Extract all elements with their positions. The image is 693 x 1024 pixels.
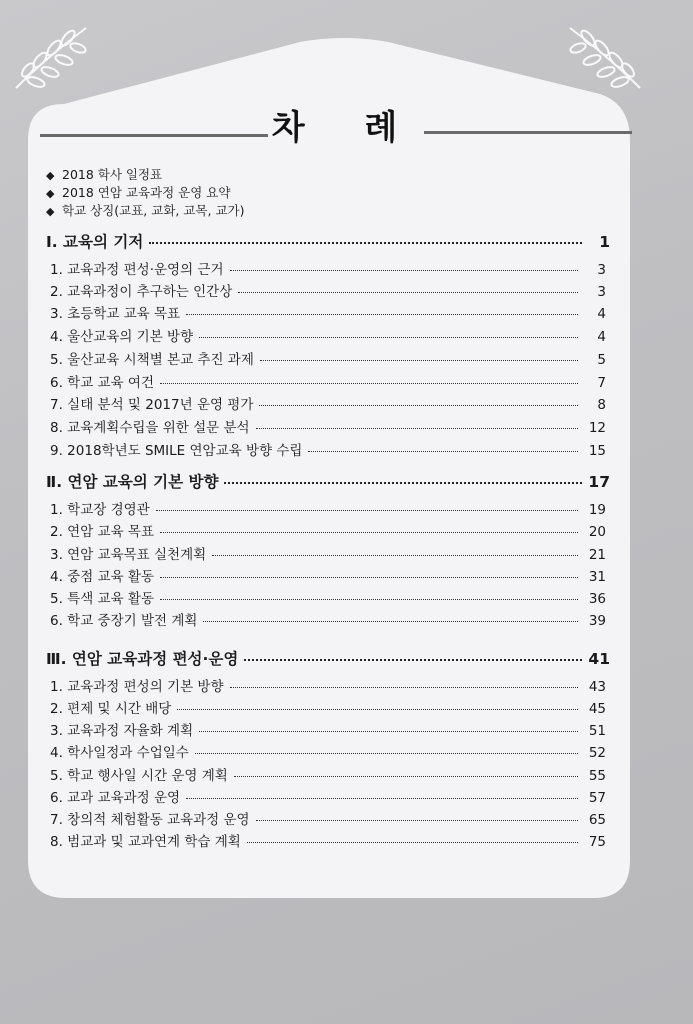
toc-item-page: 31 (588, 569, 606, 585)
dot-leader (177, 709, 578, 710)
toc-item-label: 7. 실태 분석 및 2017년 운영 평가 (50, 397, 254, 413)
toc-item[interactable] (50, 258, 606, 278)
toc-item[interactable] (50, 302, 606, 322)
dot-leader (230, 687, 579, 688)
toc-item-label: 2. 연암 교육 목표 (50, 524, 154, 540)
dot-leader (238, 292, 578, 293)
dot-leader (203, 621, 578, 622)
toc-item-label: 5. 울산교육 시책별 본교 추진 과제 (50, 352, 254, 368)
bullet-text: 2018 연암 교육과정 운영 요약 (62, 185, 231, 200)
dot-leader (230, 270, 579, 271)
toc-item-label: 4. 울산교육의 기본 방향 (50, 329, 194, 345)
dot-leader (156, 510, 578, 511)
toc-item-label: 3. 연암 교육목표 실천계획 (50, 547, 207, 563)
toc-item-page: 36 (588, 591, 606, 607)
toc-item[interactable] (50, 498, 606, 518)
dot-leader (160, 532, 578, 533)
toc-item-label: 6. 학교 교육 여건 (50, 375, 154, 391)
toc-item[interactable] (50, 439, 606, 459)
dot-leader (149, 242, 582, 244)
toc-item-label: 5. 학교 행사일 시간 운영 계획 (50, 768, 228, 784)
toc-item[interactable] (50, 348, 606, 368)
toc-item-page: 19 (588, 502, 606, 518)
toc-item[interactable] (50, 675, 606, 695)
toc-section-page: 17 (588, 473, 610, 491)
dot-leader (199, 337, 578, 338)
toc-item[interactable] (50, 741, 606, 761)
dot-leader (212, 555, 578, 556)
toc-item-label: 6. 교과 교육과정 운영 (50, 790, 181, 806)
dot-leader (247, 842, 578, 843)
toc-item[interactable] (50, 830, 606, 850)
toc-item[interactable] (50, 808, 606, 828)
toc-item[interactable] (50, 325, 606, 345)
dot-leader (244, 659, 582, 661)
dot-leader (199, 731, 578, 732)
diamond-bullet-icon: ◆ (46, 169, 55, 182)
dot-leader (234, 776, 578, 777)
toc-item-page: 12 (588, 420, 606, 436)
toc-item[interactable] (50, 565, 606, 585)
toc-item-label: 3. 교육과정 자율화 계획 (50, 723, 194, 739)
dot-leader (160, 383, 578, 384)
toc-item-page: 45 (588, 701, 606, 717)
toc-section-label: Ⅲ. 연암 교육과정 편성·운영 (46, 650, 239, 668)
toc-item-page: 75 (588, 834, 606, 850)
page-title: 차 례 (271, 108, 422, 148)
toc-item-page: 3 (597, 262, 606, 278)
toc-item-label: 1. 학교장 경영관 (50, 502, 150, 518)
toc-item-page: 57 (588, 790, 606, 806)
toc-item-label: 1. 교육과정 편성·운영의 근거 (50, 262, 224, 278)
toc-item-label: 2. 편제 및 시간 배당 (50, 701, 172, 717)
toc-item[interactable] (50, 520, 606, 540)
toc-item-page: 7 (597, 375, 606, 391)
toc-item[interactable] (50, 719, 606, 739)
toc-item-label: 9. 2018학년도 SMILE 연암교육 방향 수립 (50, 443, 303, 459)
toc-item-page: 55 (588, 768, 606, 784)
toc-item-label: 7. 창의적 체험활동 교육과정 운영 (50, 812, 250, 828)
toc-item-page: 43 (588, 679, 606, 695)
toc-item-page: 3 (597, 284, 606, 300)
toc-section[interactable] (46, 470, 610, 492)
toc-item-page: 51 (588, 723, 606, 739)
toc-item-label: 2. 교육과정이 추구하는 인간상 (50, 284, 233, 300)
bullet-text: 학교 상징(교표, 교화, 교목, 교가) (62, 203, 245, 218)
toc-item-page: 4 (597, 306, 606, 322)
dot-leader (224, 482, 582, 484)
toc-item-label: 6. 학교 중장기 발전 계획 (50, 613, 198, 629)
toc-item-page: 8 (597, 397, 606, 413)
toc-item[interactable] (50, 280, 606, 300)
toc-item[interactable] (50, 764, 606, 784)
toc-item-label: 1. 교육과정 편성의 기본 방향 (50, 679, 224, 695)
toc-item-label: 4. 중점 교육 활동 (50, 569, 154, 585)
toc-item[interactable] (50, 371, 606, 391)
toc-item-label: 3. 초등학교 교육 목표 (50, 306, 181, 322)
toc-section[interactable] (46, 230, 610, 252)
toc-item[interactable] (50, 416, 606, 436)
toc-item-label: 8. 범교과 및 교과연계 학습 계획 (50, 834, 241, 850)
toc-item-label: 4. 학사일정과 수업일수 (50, 745, 189, 761)
toc-section-page: 1 (599, 233, 610, 251)
toc-section-label: Ⅱ. 연암 교육의 기본 방향 (46, 473, 219, 491)
diamond-bullet-icon: ◆ (46, 205, 55, 218)
toc-item[interactable] (50, 543, 606, 563)
toc-item-page: 4 (597, 329, 606, 345)
toc-item[interactable] (50, 587, 606, 607)
toc-item-page: 39 (588, 613, 606, 629)
toc-section-page: 41 (588, 650, 610, 668)
toc-item-page: 15 (588, 443, 606, 459)
dot-leader (160, 577, 578, 578)
dot-leader (308, 451, 578, 452)
dot-leader (260, 360, 578, 361)
toc-item[interactable] (50, 697, 606, 717)
toc-item-page: 65 (588, 812, 606, 828)
toc-item-page: 52 (588, 745, 606, 761)
dot-leader (186, 798, 578, 799)
dot-leader (186, 314, 578, 315)
dot-leader (256, 820, 578, 821)
dot-leader (259, 405, 578, 406)
toc-item-label: 5. 특색 교육 활동 (50, 591, 154, 607)
toc-item[interactable] (50, 609, 606, 629)
toc-section[interactable] (46, 647, 610, 669)
diamond-bullet-icon: ◆ (46, 187, 55, 200)
toc-item[interactable] (50, 393, 606, 413)
toc-item-page: 21 (588, 547, 606, 563)
toc-item-page: 20 (588, 524, 606, 540)
bullet-text: 2018 학사 일정표 (62, 167, 163, 182)
dot-leader (256, 428, 578, 429)
toc-item[interactable] (50, 786, 606, 806)
toc-item-label: 8. 교육계획수립을 위한 설문 분석 (50, 420, 250, 436)
toc-item-page: 5 (597, 352, 606, 368)
toc-section-label: Ⅰ. 교육의 기저 (46, 233, 144, 251)
dot-leader (195, 753, 578, 754)
dot-leader (160, 599, 578, 600)
